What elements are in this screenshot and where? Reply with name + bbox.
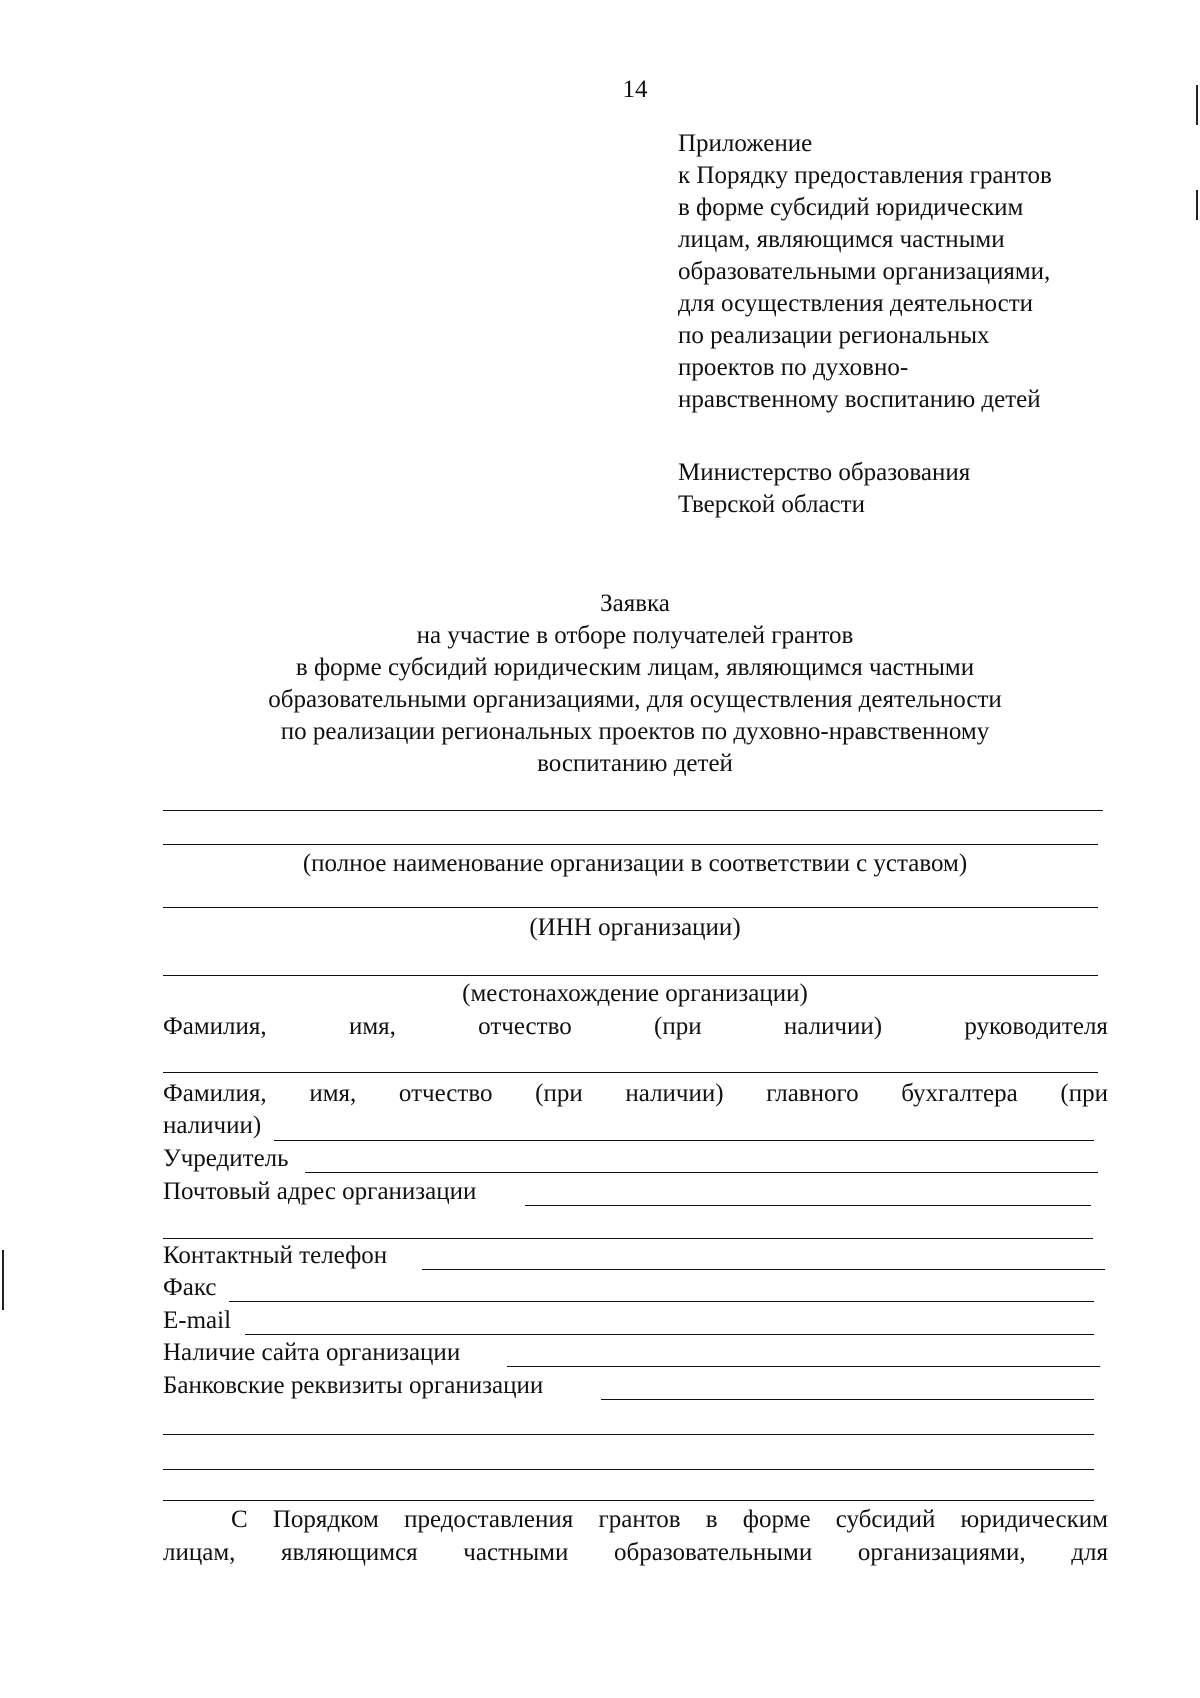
closing-word: грантов bbox=[598, 1506, 681, 1533]
head-word: (при bbox=[654, 1013, 702, 1040]
addressee-block bbox=[678, 457, 970, 521]
document-title: Заявка bbox=[600, 590, 670, 617]
closing-line-2 bbox=[163, 1537, 1108, 1569]
fax-line[interactable] bbox=[229, 1301, 1094, 1302]
appendix-line: для осуществления деятельности bbox=[678, 290, 1033, 317]
head-word: Фамилия, bbox=[163, 1013, 267, 1040]
email-line[interactable] bbox=[245, 1334, 1094, 1335]
appendix-line: по реализации региональных bbox=[678, 322, 990, 349]
closing-word: частными bbox=[463, 1539, 569, 1566]
head-word: имя, bbox=[348, 1013, 396, 1040]
closing-word: для bbox=[1071, 1539, 1108, 1566]
head-word: наличии) bbox=[783, 1013, 883, 1040]
appendix-line: Приложение bbox=[678, 130, 813, 157]
title-line: в форме субсидий юридическим лицам, являющимся частными bbox=[295, 654, 975, 681]
appendix-line: к Порядку предоставления грантов bbox=[678, 162, 1052, 189]
founder-line[interactable] bbox=[305, 1172, 1098, 1173]
accountant-word: главного bbox=[766, 1080, 859, 1107]
closing-word: С bbox=[231, 1506, 248, 1533]
bank-line-2[interactable] bbox=[163, 1434, 1094, 1435]
postal-label: Почтовый адрес организации bbox=[163, 1178, 477, 1205]
appendix-line: проектов по духовно- bbox=[678, 354, 909, 381]
head-line[interactable] bbox=[163, 1072, 1098, 1073]
accountant-word: наличии) bbox=[625, 1080, 724, 1107]
accountant-word: Фамилия, bbox=[163, 1080, 267, 1107]
accountant-word: (при bbox=[1060, 1080, 1108, 1107]
accountant-label bbox=[163, 1078, 1108, 1110]
addressee-line: Министерство образования bbox=[678, 459, 971, 486]
org-name-line[interactable] bbox=[163, 844, 1098, 845]
appendix-line: в форме субсидий юридическим bbox=[678, 194, 1024, 221]
closing-line-1 bbox=[231, 1504, 1108, 1536]
closing-word: образовательными bbox=[613, 1539, 813, 1566]
founder-label: Учредитель bbox=[163, 1145, 289, 1172]
head-word: руководителя bbox=[964, 1013, 1108, 1040]
appendix-block bbox=[678, 128, 1052, 416]
closing-word: лицам, bbox=[163, 1539, 236, 1566]
location-line[interactable] bbox=[163, 975, 1098, 976]
addressee-line: Тверской области bbox=[678, 491, 865, 518]
accountant-word: отчество bbox=[398, 1080, 493, 1107]
phone-line[interactable] bbox=[422, 1269, 1105, 1270]
title-line: по реализации региональных проектов по духовно-нравственному bbox=[280, 718, 990, 745]
website-line[interactable] bbox=[507, 1366, 1100, 1367]
accountant-line[interactable] bbox=[274, 1140, 1094, 1141]
org-name-line[interactable] bbox=[163, 810, 1103, 811]
appendix-line: образовательными организациями, bbox=[678, 258, 1051, 285]
head-word: отчество bbox=[478, 1013, 572, 1040]
closing-word: являющимся bbox=[281, 1539, 418, 1566]
closing-word: организациями, bbox=[857, 1539, 1026, 1566]
closing-word: субсидий bbox=[835, 1506, 936, 1533]
accountant-label-cont: наличии) bbox=[163, 1112, 262, 1139]
bank-line-4[interactable] bbox=[163, 1500, 1094, 1501]
title-line: образовательными организациями, для осуществления деятельности bbox=[268, 686, 1002, 713]
bank-label: Банковские реквизиты организации bbox=[163, 1372, 544, 1399]
scan-edge-left bbox=[2, 1250, 4, 1310]
org-name-caption: (полное наименование организации в соответствии с уставом) bbox=[302, 850, 968, 877]
postal-line-2[interactable] bbox=[163, 1238, 1093, 1239]
bank-line-3[interactable] bbox=[163, 1469, 1094, 1470]
phone-label: Контактный телефон bbox=[163, 1242, 388, 1269]
closing-word: юридическим bbox=[960, 1506, 1108, 1533]
fax-label: Факс bbox=[163, 1274, 217, 1301]
appendix-line: нравственному воспитанию детей bbox=[678, 386, 1041, 413]
postal-line[interactable] bbox=[525, 1205, 1091, 1206]
closing-word: предоставления bbox=[404, 1506, 574, 1533]
closing-word: Порядком bbox=[272, 1506, 379, 1533]
bank-line[interactable] bbox=[601, 1399, 1094, 1400]
website-label: Наличие сайта организации bbox=[163, 1339, 461, 1366]
scan-edge-right bbox=[1196, 190, 1198, 220]
accountant-word: (при bbox=[535, 1080, 583, 1107]
inn-line[interactable] bbox=[163, 907, 1098, 908]
email-label: E-mail bbox=[163, 1307, 232, 1334]
title-line: на участие в отборе получателей грантов bbox=[416, 622, 854, 649]
location-caption: (местонахождение организации) bbox=[462, 980, 808, 1007]
accountant-word: имя, bbox=[309, 1080, 357, 1107]
title-line: воспитанию детей bbox=[537, 750, 733, 777]
appendix-line: лицам, являющимся частными bbox=[678, 226, 1005, 253]
head-label bbox=[163, 1011, 1108, 1043]
closing-word: форме bbox=[742, 1506, 811, 1533]
closing-word: в bbox=[705, 1506, 718, 1533]
inn-caption: (ИНН организации) bbox=[529, 914, 741, 941]
accountant-word: бухгалтера bbox=[901, 1080, 1018, 1107]
page-number: 14 bbox=[622, 76, 648, 103]
